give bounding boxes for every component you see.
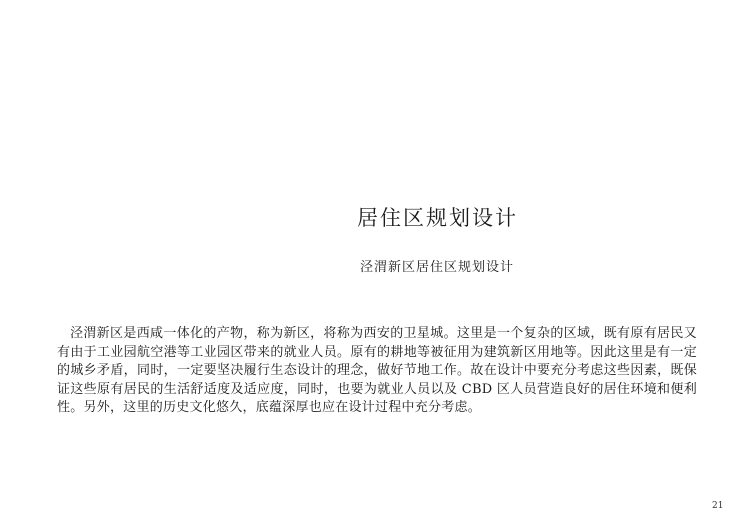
page-subtitle: 泾渭新区居住区规划设计: [360, 260, 515, 275]
body-paragraph: 泾渭新区是西咸一体化的产物，称为新区，将称为西安的卫星城。这里是一个复杂的区域，既有原有居民又有由于工业园航空港等工业园区带来的就业人员。原有的耕地等被征用为建筑新区用地等。因此这里是有一定的城乡矛盾，同时，一定要坚决履行生态设计的理念，做好节地工作。故在设计中要充分考虑这些因素，既保证这些原有居民的生活舒适度及适应度，同时，也要为就业人员以及 CBD 区人员营造良好的居住环境和便利性。另外，这里的历史文化悠久，底蕴深厚也应在设计过程中充分考虑。: [57, 326, 697, 416]
page-title: 居住区规划设计: [357, 206, 518, 230]
page-number: 21: [712, 501, 724, 511]
